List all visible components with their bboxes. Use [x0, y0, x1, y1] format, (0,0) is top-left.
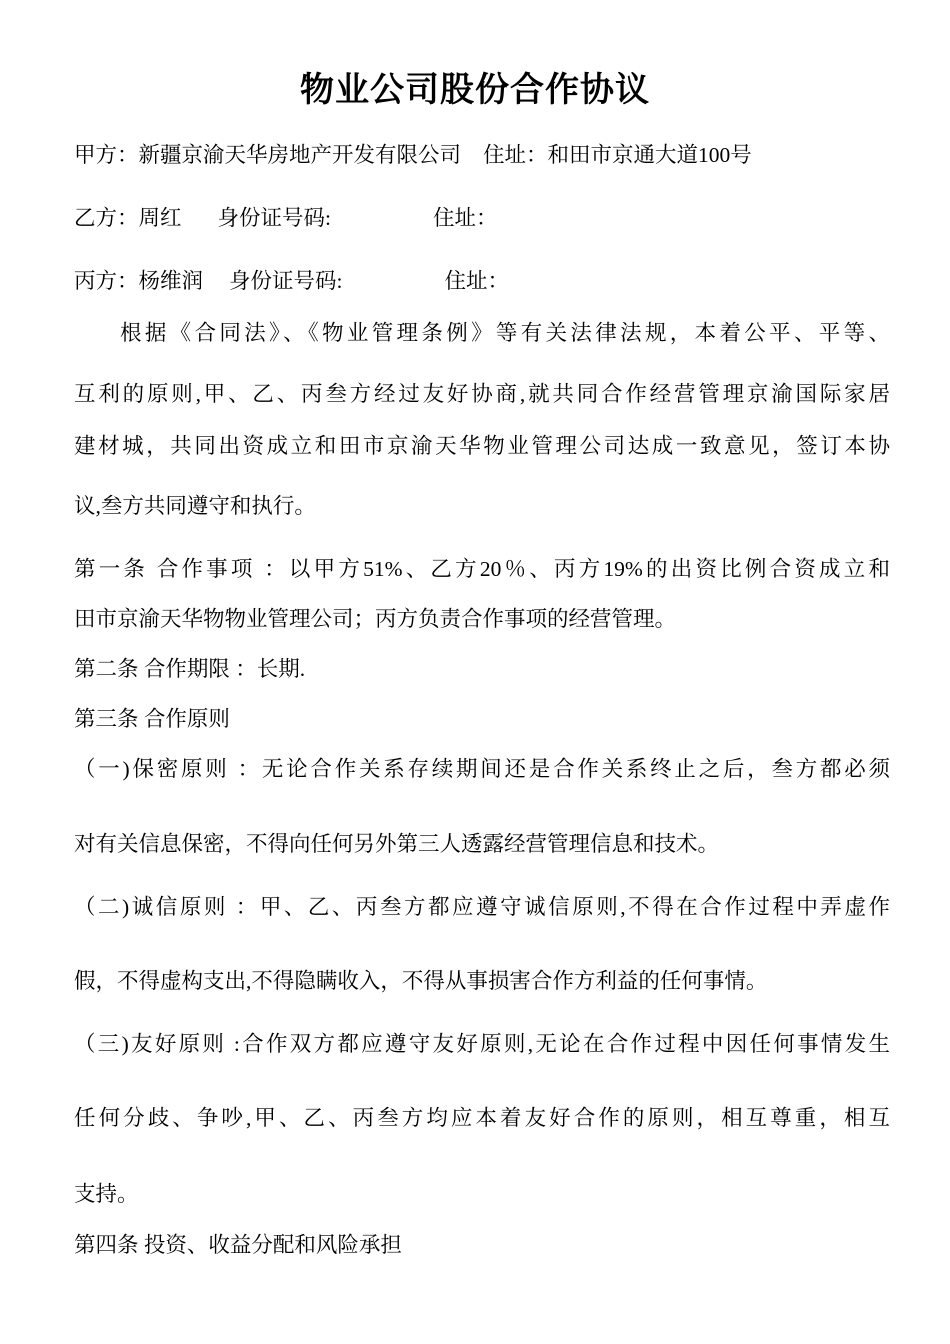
article-1-line: 第一条 合作事项 ：以甲方51%、乙方20％、丙方19%的出资比例合资成立和: [74, 557, 890, 581]
party-b-id-label: 身份证号码:: [217, 206, 331, 230]
article-3-heading: 第三条 合作原则: [74, 707, 230, 731]
party-a-name: 甲方：新疆京渝天华房地产开发有限公司: [74, 143, 462, 167]
principle-1-line: 对有关信息保密，不得向任何另外第三人透露经营管理信息和技术。: [74, 832, 720, 856]
preamble-line: 议,叁方共同遵守和执行。: [74, 494, 316, 518]
article-1-line: 田市京渝天华物物业管理公司；丙方负责合作事项的经营管理。: [74, 607, 677, 631]
article-4-heading: 第四条 投资、收益分配和风险承担: [74, 1233, 402, 1257]
party-a-address: 住址：和田市京通大道100号: [483, 143, 752, 167]
preamble-line: 根据《合同法》、《物业管理条例》等有关法律法规，本着公平、平等、: [120, 321, 890, 345]
principle-3-line: 任何分歧、争吵,甲、乙、丙叁方均应本着友好合作的原则，相互尊重，相互: [74, 1106, 890, 1130]
principle-3-line: 支持。: [74, 1182, 139, 1206]
preamble-line: 互利的原则,甲、乙、丙叁方经过友好协商,就共同合作经营管理京渝国际家居: [74, 382, 890, 406]
party-c-line: [74, 266, 509, 296]
party-c-address-label: 住址：: [444, 269, 510, 293]
party-a-line: [74, 140, 752, 170]
article-2: 第二条 合作期限 ：长期.: [74, 657, 306, 681]
party-b-address-label: 住址：: [433, 206, 498, 230]
principle-2-line: （二)诚信原则 ：甲、乙、丙叁方都应遵守诚信原则,不得在合作过程中弄虚作: [74, 895, 890, 919]
document-title: 物业公司股份合作协议: [300, 72, 650, 109]
party-b-line: [74, 203, 498, 233]
principle-1-line: （一)保密原则 ：无论合作关系存续期间还是合作关系终止之后，叁方都必须: [74, 757, 890, 781]
principle-3-line: （三)友好原则 :合作双方都应遵守友好原则,无论在合作过程中因任何事情发生: [74, 1032, 890, 1056]
party-c-name: 丙方：杨维润: [74, 269, 204, 293]
party-c-id-label: 身份证号码:: [229, 269, 343, 293]
preamble-line: 建材城，共同出资成立和田市京渝天华物业管理公司达成一致意见，签订本协: [74, 434, 890, 458]
principle-2-line: 假，不得虚构支出,不得隐瞒收入，不得从事损害合作方利益的任何事情。: [74, 969, 768, 993]
party-b-name: 乙方：周红: [74, 206, 182, 230]
